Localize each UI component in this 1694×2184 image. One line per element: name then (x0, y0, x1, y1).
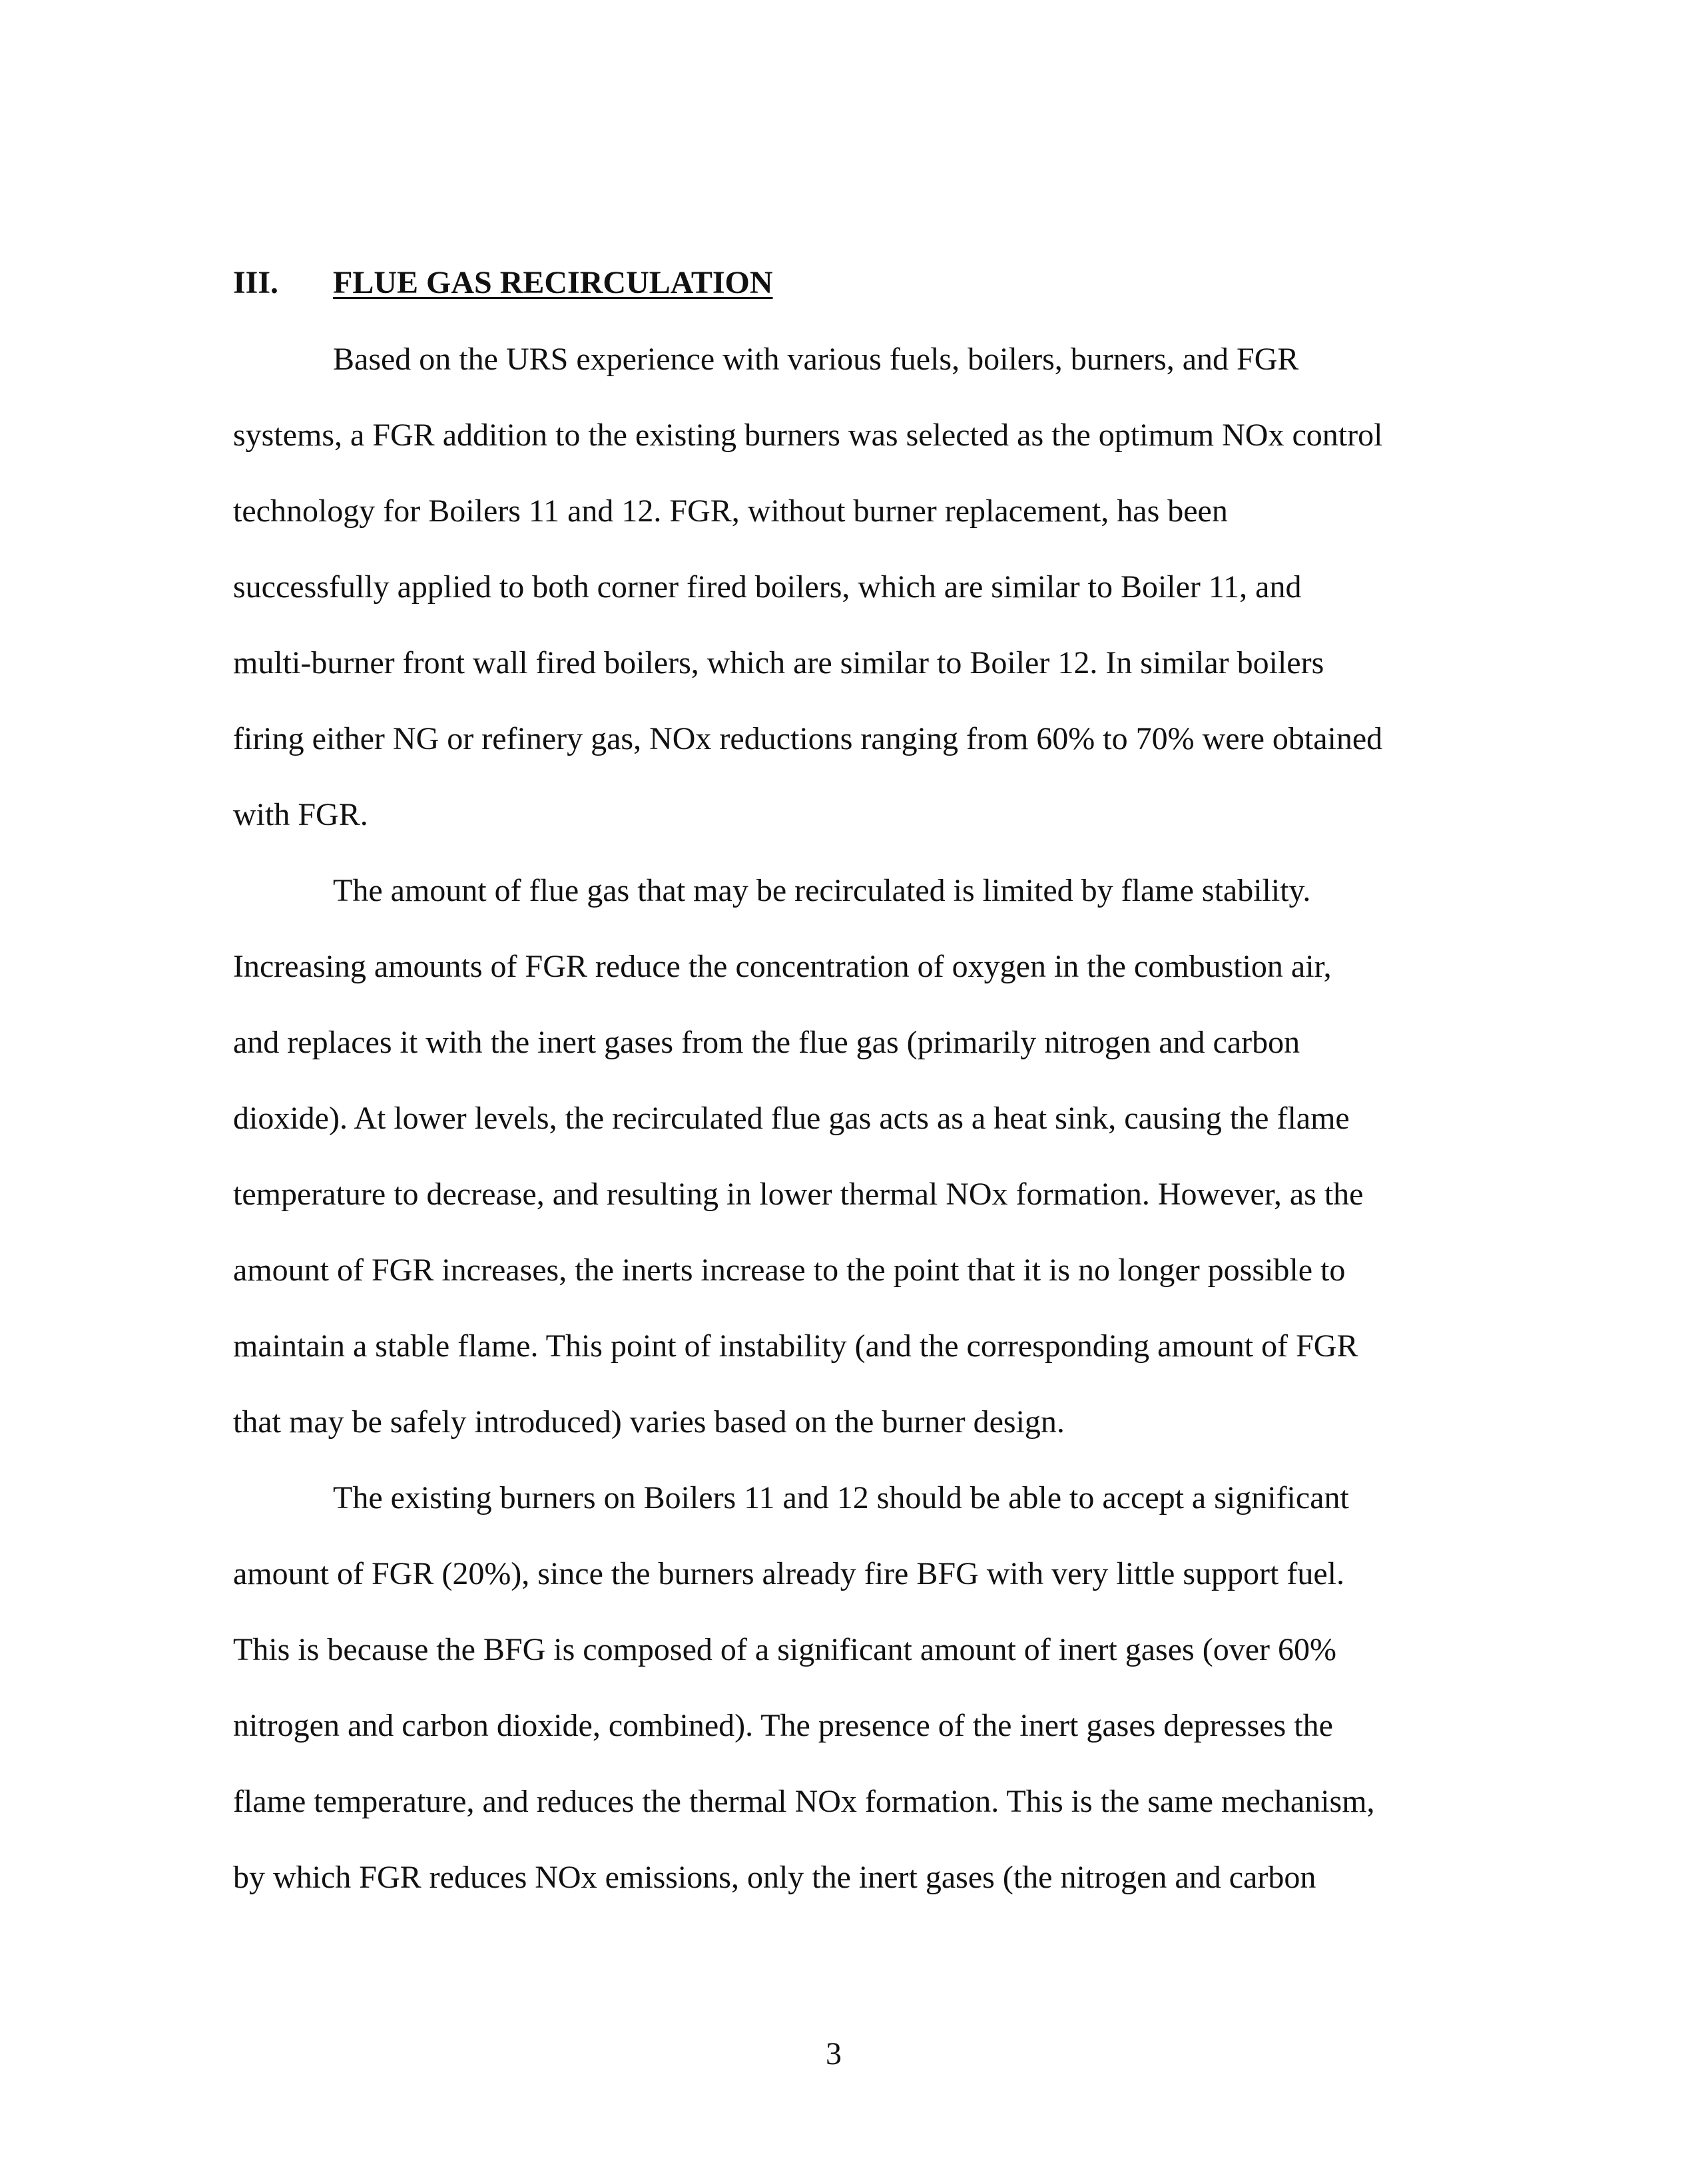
paragraph-1-line-4: successfully applied to both corner fired boilers, which are similar to Boiler 11, and (233, 569, 1302, 605)
paragraph-2-line-4: dioxide). At lower levels, the recirculated flue gas acts as a heat sink, causing the flame (233, 1101, 1350, 1136)
paragraph-2-line-7: maintain a stable flame. This point of instability (and the corresponding amount of FGR (233, 1328, 1358, 1364)
page-number: 3 (826, 2036, 842, 2071)
paragraph-3-line-4: nitrogen and carbon dioxide, combined). The presence of the inert gases depresses the (233, 1708, 1333, 1743)
paragraph-2-line-8: that may be safely introduced) varies based on the burner design. (233, 1404, 1065, 1440)
paragraph-2-line-5: temperature to decrease, and resulting in lower thermal NOx formation. However, as the (233, 1177, 1364, 1212)
paragraph-2-line-6: amount of FGR increases, the inerts increase to the point that it is no longer possible to (233, 1252, 1346, 1288)
paragraph-2-line-2: Increasing amounts of FGR reduce the concentration of oxygen in the combustion air, (233, 949, 1332, 984)
paragraph-1-line-3: technology for Boilers 11 and 12. FGR, without burner replacement, has been (233, 493, 1228, 529)
paragraph-2-line-1: The amount of flue gas that may be recirculated is limited by flame stability. (333, 873, 1311, 908)
paragraph-3-line-5: flame temperature, and reduces the thermal NOx formation. This is the same mechanism, (233, 1784, 1375, 1819)
paragraph-3-line-1: The existing burners on Boilers 11 and 12 should be able to accept a significant (333, 1480, 1349, 1515)
paragraph-1-line-7: with FGR. (233, 797, 368, 832)
paragraph-3-line-2: amount of FGR (20%), since the burners already fire BFG with very little support fuel. (233, 1556, 1344, 1591)
section-number: III. (233, 265, 279, 300)
paragraph-1-line-5: multi-burner front wall fired boilers, which are similar to Boiler 12. In similar boilers (233, 645, 1324, 681)
paragraph-1-line-1: Based on the URS experience with various fuels, boilers, burners, and FGR (333, 342, 1299, 377)
section-title: FLUE GAS RECIRCULATION (333, 265, 773, 300)
paragraph-1-line-2: systems, a FGR addition to the existing burners was selected as the optimum NOx control (233, 417, 1383, 453)
paragraph-3-line-3: This is because the BFG is composed of a significant amount of inert gases (over 60% (233, 1632, 1336, 1667)
paragraph-2-line-3: and replaces it with the inert gases from the flue gas (primarily nitrogen and carbon (233, 1025, 1300, 1060)
paragraph-3-line-6: by which FGR reduces NOx emissions, only the inert gases (the nitrogen and carbon (233, 1860, 1316, 1895)
paragraph-1-line-6: firing either NG or refinery gas, NOx reductions ranging from 60% to 70% were obtained (233, 721, 1383, 756)
section-heading (233, 260, 1498, 306)
